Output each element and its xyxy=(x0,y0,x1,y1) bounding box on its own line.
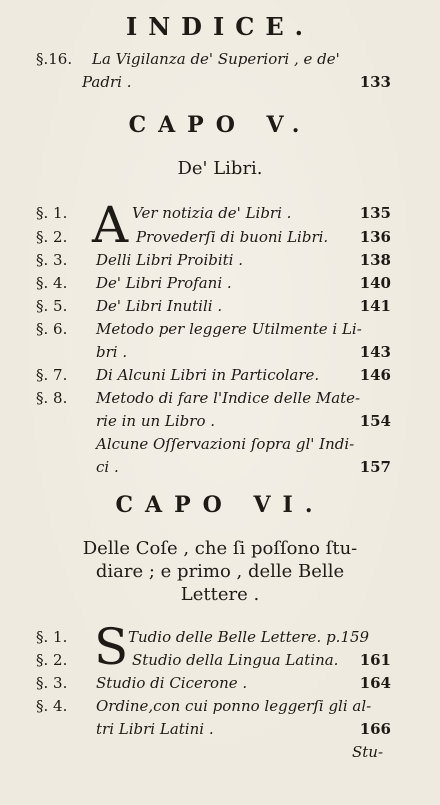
toc-entry xyxy=(36,274,391,296)
page-number: 140 xyxy=(359,274,391,292)
page-number: 141 xyxy=(359,297,391,315)
chapter-subtitle-line: Delle Coſe , che ſi poſſono ſtu- xyxy=(82,538,358,559)
toc-entry xyxy=(36,366,391,388)
section-number: §. 6. xyxy=(36,320,68,338)
section-number: §. 2. xyxy=(36,228,68,246)
page-number: 157 xyxy=(359,458,391,476)
section-number: §.16. xyxy=(36,50,73,68)
section-number: §. 2. xyxy=(36,651,68,669)
page-header: INDICE. xyxy=(126,12,314,41)
chapter-subtitle: De' Libri. xyxy=(177,158,263,179)
toc-entry xyxy=(36,204,391,226)
page-number: 143 xyxy=(359,343,391,361)
entry-continuation: bri . xyxy=(96,343,128,361)
section-number: §. 8. xyxy=(36,389,68,407)
page-number: 154 xyxy=(359,412,391,430)
toc-entry xyxy=(36,674,391,696)
entry-continuation: Padri . xyxy=(82,73,132,91)
section-number: §. 1. xyxy=(36,628,68,646)
chapter-subtitle-line: diare ; e primo , delle Belle xyxy=(95,561,345,582)
entry-title: Studio di Cicerone . xyxy=(96,674,248,692)
page-number: 166 xyxy=(359,720,391,738)
section-number: §. 7. xyxy=(36,366,68,384)
entry-title: Tudio delle Belle Lettere. p.159 xyxy=(128,628,370,646)
chapter-subtitle-line: Lettere . xyxy=(180,584,260,605)
entry-continuation: ci . xyxy=(96,458,119,476)
entry-continuation: Alcune Oſſervazioni ſopra gl' Indi- xyxy=(96,435,355,453)
drop-capital: A xyxy=(92,196,129,254)
entry-title: Ver notizia de' Libri . xyxy=(132,204,292,222)
section-number: §. 4. xyxy=(36,274,68,292)
entry-title: La Vigilanza de' Superiori , e de' xyxy=(92,50,340,68)
entry-title: Metodo di fare l'Indice delle Mate- xyxy=(96,389,361,407)
chapter-heading: CAPO VI. xyxy=(115,492,325,518)
toc-entry xyxy=(36,320,391,342)
toc-entry xyxy=(36,389,391,411)
chapter-heading: CAPO V. xyxy=(128,112,312,138)
entry-title: Di Alcuni Libri in Particolare. xyxy=(96,366,320,384)
entry-title: De' Libri Inutili . xyxy=(96,297,223,315)
page-number: 146 xyxy=(359,366,391,384)
toc-entry xyxy=(36,628,391,650)
entry-title: Metodo per leggere Utilmente i Li- xyxy=(96,320,362,338)
page-number: 135 xyxy=(359,204,391,222)
catchword: Stu- xyxy=(352,743,384,761)
toc-entry xyxy=(36,297,391,319)
section-number: §. 4. xyxy=(36,697,68,715)
section-number: §. 1. xyxy=(36,204,68,222)
section-number: §. 5. xyxy=(36,297,68,315)
toc-entry xyxy=(36,697,391,719)
drop-capital: S xyxy=(94,618,129,676)
entry-title: De' Libri Profani . xyxy=(96,274,232,292)
section-number: §. 3. xyxy=(36,674,68,692)
page-number: 161 xyxy=(359,651,391,669)
page-number: 136 xyxy=(359,228,391,246)
page-number: 133 xyxy=(359,73,391,91)
entry-title: Studio della Lingua Latina. xyxy=(132,651,339,669)
toc-entry xyxy=(36,228,391,250)
entry-title: Ordine,con cui ponno leggerſi gli al- xyxy=(96,697,372,715)
entry-title: Delli Libri Proibiti . xyxy=(96,251,244,269)
toc-entry xyxy=(36,651,391,673)
toc-entry xyxy=(36,50,391,72)
toc-entry xyxy=(36,251,391,273)
entry-continuation: rie in un Libro . xyxy=(96,412,216,430)
page-number: 164 xyxy=(359,674,391,692)
entry-title: Provederſi di buoni Libri. xyxy=(136,228,329,246)
section-number: §. 3. xyxy=(36,251,68,269)
page-number: 138 xyxy=(359,251,391,269)
entry-continuation: tri Libri Latini . xyxy=(96,720,214,738)
